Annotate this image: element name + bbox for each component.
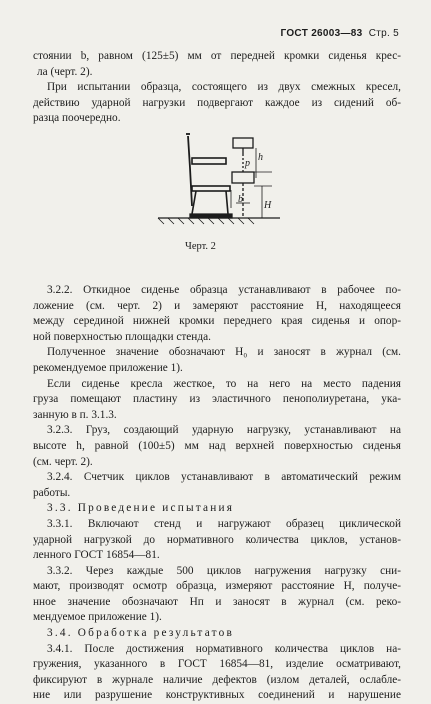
section-heading: 3.3. Проведение испытания bbox=[47, 502, 235, 515]
text-line: (см. черт. 2). bbox=[33, 455, 93, 468]
text-line: При испытании образца, состоящего из двух смежных кресел, bbox=[47, 81, 401, 94]
top-paragraphs bbox=[33, 49, 401, 127]
text-line: ложение (см. черт. 2) и замеряют расстояние H, находящееся bbox=[33, 299, 401, 312]
text-line: работы. bbox=[33, 486, 71, 499]
text-line: нное значение обозначают Hп и заносят в журнал (см. реко- bbox=[33, 595, 401, 608]
figure-caption: Черт. 2 bbox=[185, 241, 216, 252]
text-line: ние или разрушение конструктивных соединений и нарушение bbox=[33, 689, 401, 702]
text-line: занную в п. 3.1.3. bbox=[33, 408, 117, 421]
text-line: ленного ГОСТ 16854—81. bbox=[33, 549, 160, 562]
label-H: H bbox=[264, 200, 272, 211]
text-line: разца поочередно. bbox=[33, 112, 121, 125]
text-line: фиксируют в журнале наличие дефектов (излом деталей, ослабле- bbox=[33, 673, 401, 686]
text-line: рекомендуемое приложение 1). bbox=[33, 361, 183, 374]
text-line: ла (черт. 2). bbox=[37, 65, 93, 78]
text-line: 3.3.1. Включают стенд и нагружают образец циклической bbox=[47, 517, 401, 530]
text-line: мают, производят осмотр образца, измеряют расстояние H, получе- bbox=[33, 580, 401, 593]
text-line: 3.2.2. Откидное сиденье образца устанавливают в рабочее по- bbox=[47, 284, 401, 296]
test-stand-drawing bbox=[150, 128, 280, 248]
text-line: 3.3.2. Через каждые 500 циклов нагружения нагрузку сни- bbox=[47, 564, 401, 577]
text-line: 3.2.4. Счетчик циклов устанавливают в автоматический режим bbox=[47, 471, 401, 484]
text-line: гружения, указанного в ГОСТ 16854—81, изделие осматривают, bbox=[33, 658, 401, 671]
text-line: 3.2.3. Груз, создающий ударную нагрузку, устанавливают на bbox=[47, 424, 401, 437]
text-line: стоянии b, равном (125±5) мм от передней кромки сиденья крес- bbox=[33, 50, 401, 62]
text-line: ной поверхностью площадки стенда. bbox=[33, 330, 211, 343]
standard-number: ГОСТ 26003—83 bbox=[280, 28, 363, 39]
text-line: действию ударной нагрузки подвергают каждое из сидений об- bbox=[33, 96, 401, 109]
text-line: высоте h, равной (100±5) мм над верхней поверхностью сиденья bbox=[33, 439, 401, 452]
text-line: ударной нагрузкой до нормативного количества циклов, установ- bbox=[33, 533, 401, 546]
text-line: Если сиденье кресла жесткое, то на него на место падения bbox=[47, 377, 401, 390]
text-line: между серединой нижней кромки переднего края сиденья и опор- bbox=[33, 315, 401, 328]
text-line: мендуемое приложение 1). bbox=[33, 611, 162, 624]
page-header bbox=[281, 28, 399, 39]
page-number: Стр. 5 bbox=[368, 28, 399, 39]
text-line: 3.4.1. После достижения нормативного количества циклов на- bbox=[47, 642, 401, 655]
text-line: Полученное значение обозначают H₀ и заносят в журнал (см. bbox=[47, 346, 401, 359]
section-heading: 3.4. Обработка результатов bbox=[47, 627, 234, 640]
label-h: h bbox=[258, 152, 263, 163]
main-text bbox=[33, 283, 401, 704]
label-b: b bbox=[238, 194, 243, 205]
text-line: груза помещают пластину из эластичного пенополиуретана, ука- bbox=[33, 393, 401, 406]
label-p: p bbox=[245, 158, 250, 169]
